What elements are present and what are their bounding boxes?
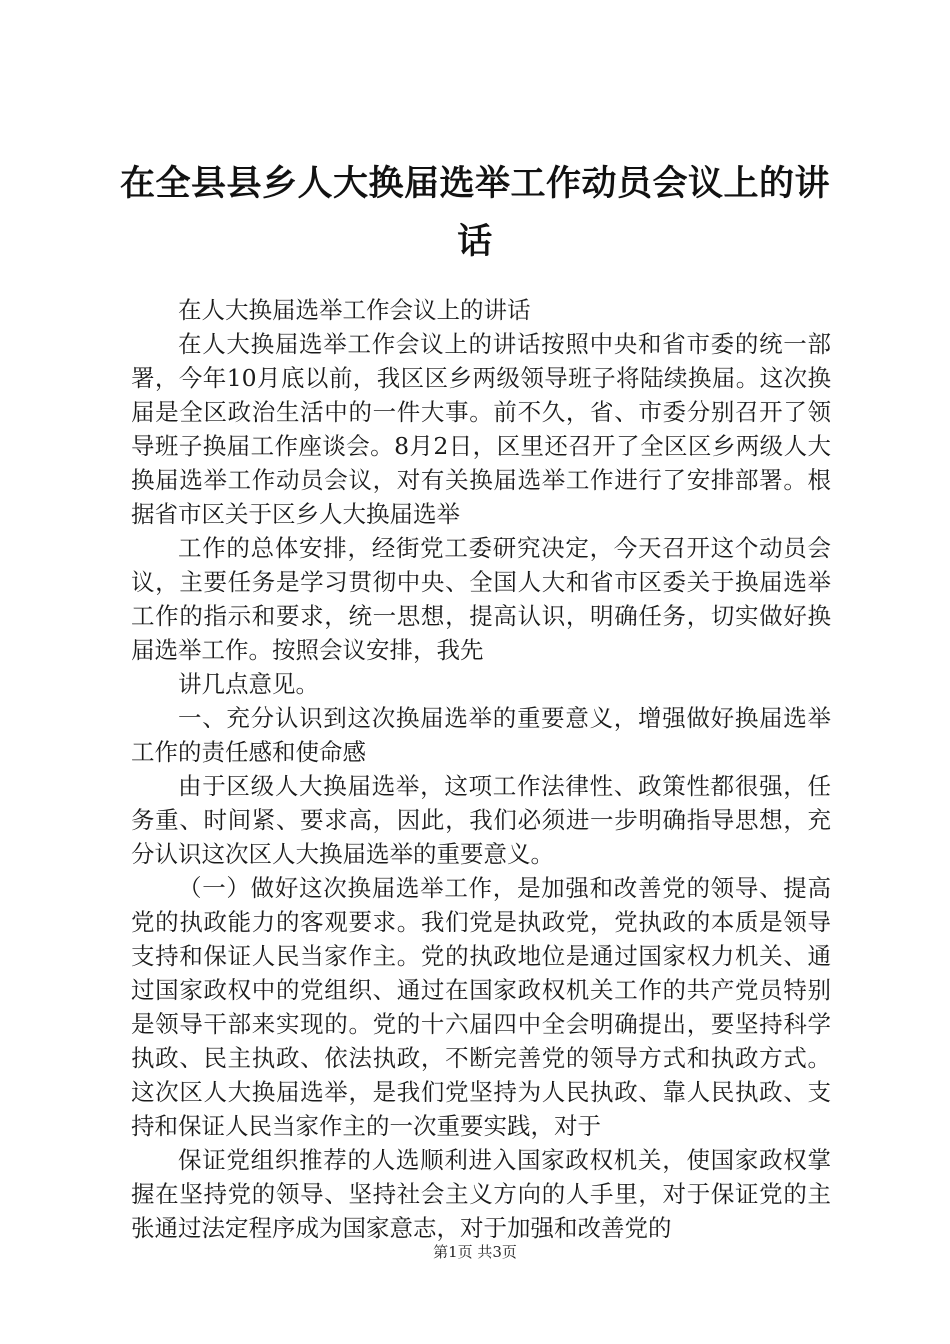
section-heading: 一、充分认识到这次换届选举的重要意义，增强做好换届选举工作的责任感和使命感 bbox=[131, 704, 831, 766]
document-title: 在全县县乡人大换届选举工作动员会议上的讲话 bbox=[119, 164, 830, 262]
paragraph: 保证党组织推荐的人选顺利进入国家政权机关，使国家政权掌握在坚持党的领导、坚持社会主义方向的人手里，对于保证党的主张通过法定程序成为国家意志，对于加强和改善党的 bbox=[131, 1146, 831, 1242]
page-footer: 第1页 共3页 bbox=[433, 1243, 517, 1261]
paragraph-subtitle: 在人大换届选举工作会议上的讲话 bbox=[178, 296, 531, 324]
paragraph: 在人大换届选举工作会议上的讲话按照中央和省市委的统一部署，今年10月底以前，我区区乡两级领导班子将陆续换届。这次换届是全区政治生活中的一件大事。前不久，省、市委分别召开了领导班子换届工作座谈会。8月2日，区里还召开了全区区乡两级人大换届选举工作动员会议，对有关换届选举工作进行了安排部署。根据省市区关于区乡人大换届选举 bbox=[131, 330, 831, 528]
document-body bbox=[131, 293, 831, 1245]
paragraph: （一）做好这次换届选举工作，是加强和改善党的领导、提高党的执政能力的客观要求。我们党是执政党，党执政的本质是领导支持和保证人民当家作主。党的执政地位是通过国家权力机关、通过国家政权中的党组织、通过在国家政权机关工作的共产党员特别是领导干部来实现的。党的十六届四中全会明确提出，要坚持科学执政、民主执政、依法执政，不断完善党的领导方式和执政方式。这次区人大换届选举，是我们党坚持为人民执政、靠人民执政、支持和保证人民当家作主的一次重要实践，对于 bbox=[131, 874, 831, 1140]
paragraph: 讲几点意见。 bbox=[178, 670, 319, 698]
paragraph: 工作的总体安排，经街党工委研究决定，今天召开这个动员会议，主要任务是学习贯彻中央、全国人大和省市区委关于换届选举工作的指示和要求，统一思想，提高认识，明确任务，切实做好换届选举工作。按照会议安排，我先 bbox=[131, 534, 831, 664]
paragraph: 由于区级人大换届选举，这项工作法律性、政策性都很强，任务重、时间紧、要求高，因此，我们必须进一步明确指导思想，充分认识这次区人大换届选举的重要意义。 bbox=[131, 772, 831, 868]
